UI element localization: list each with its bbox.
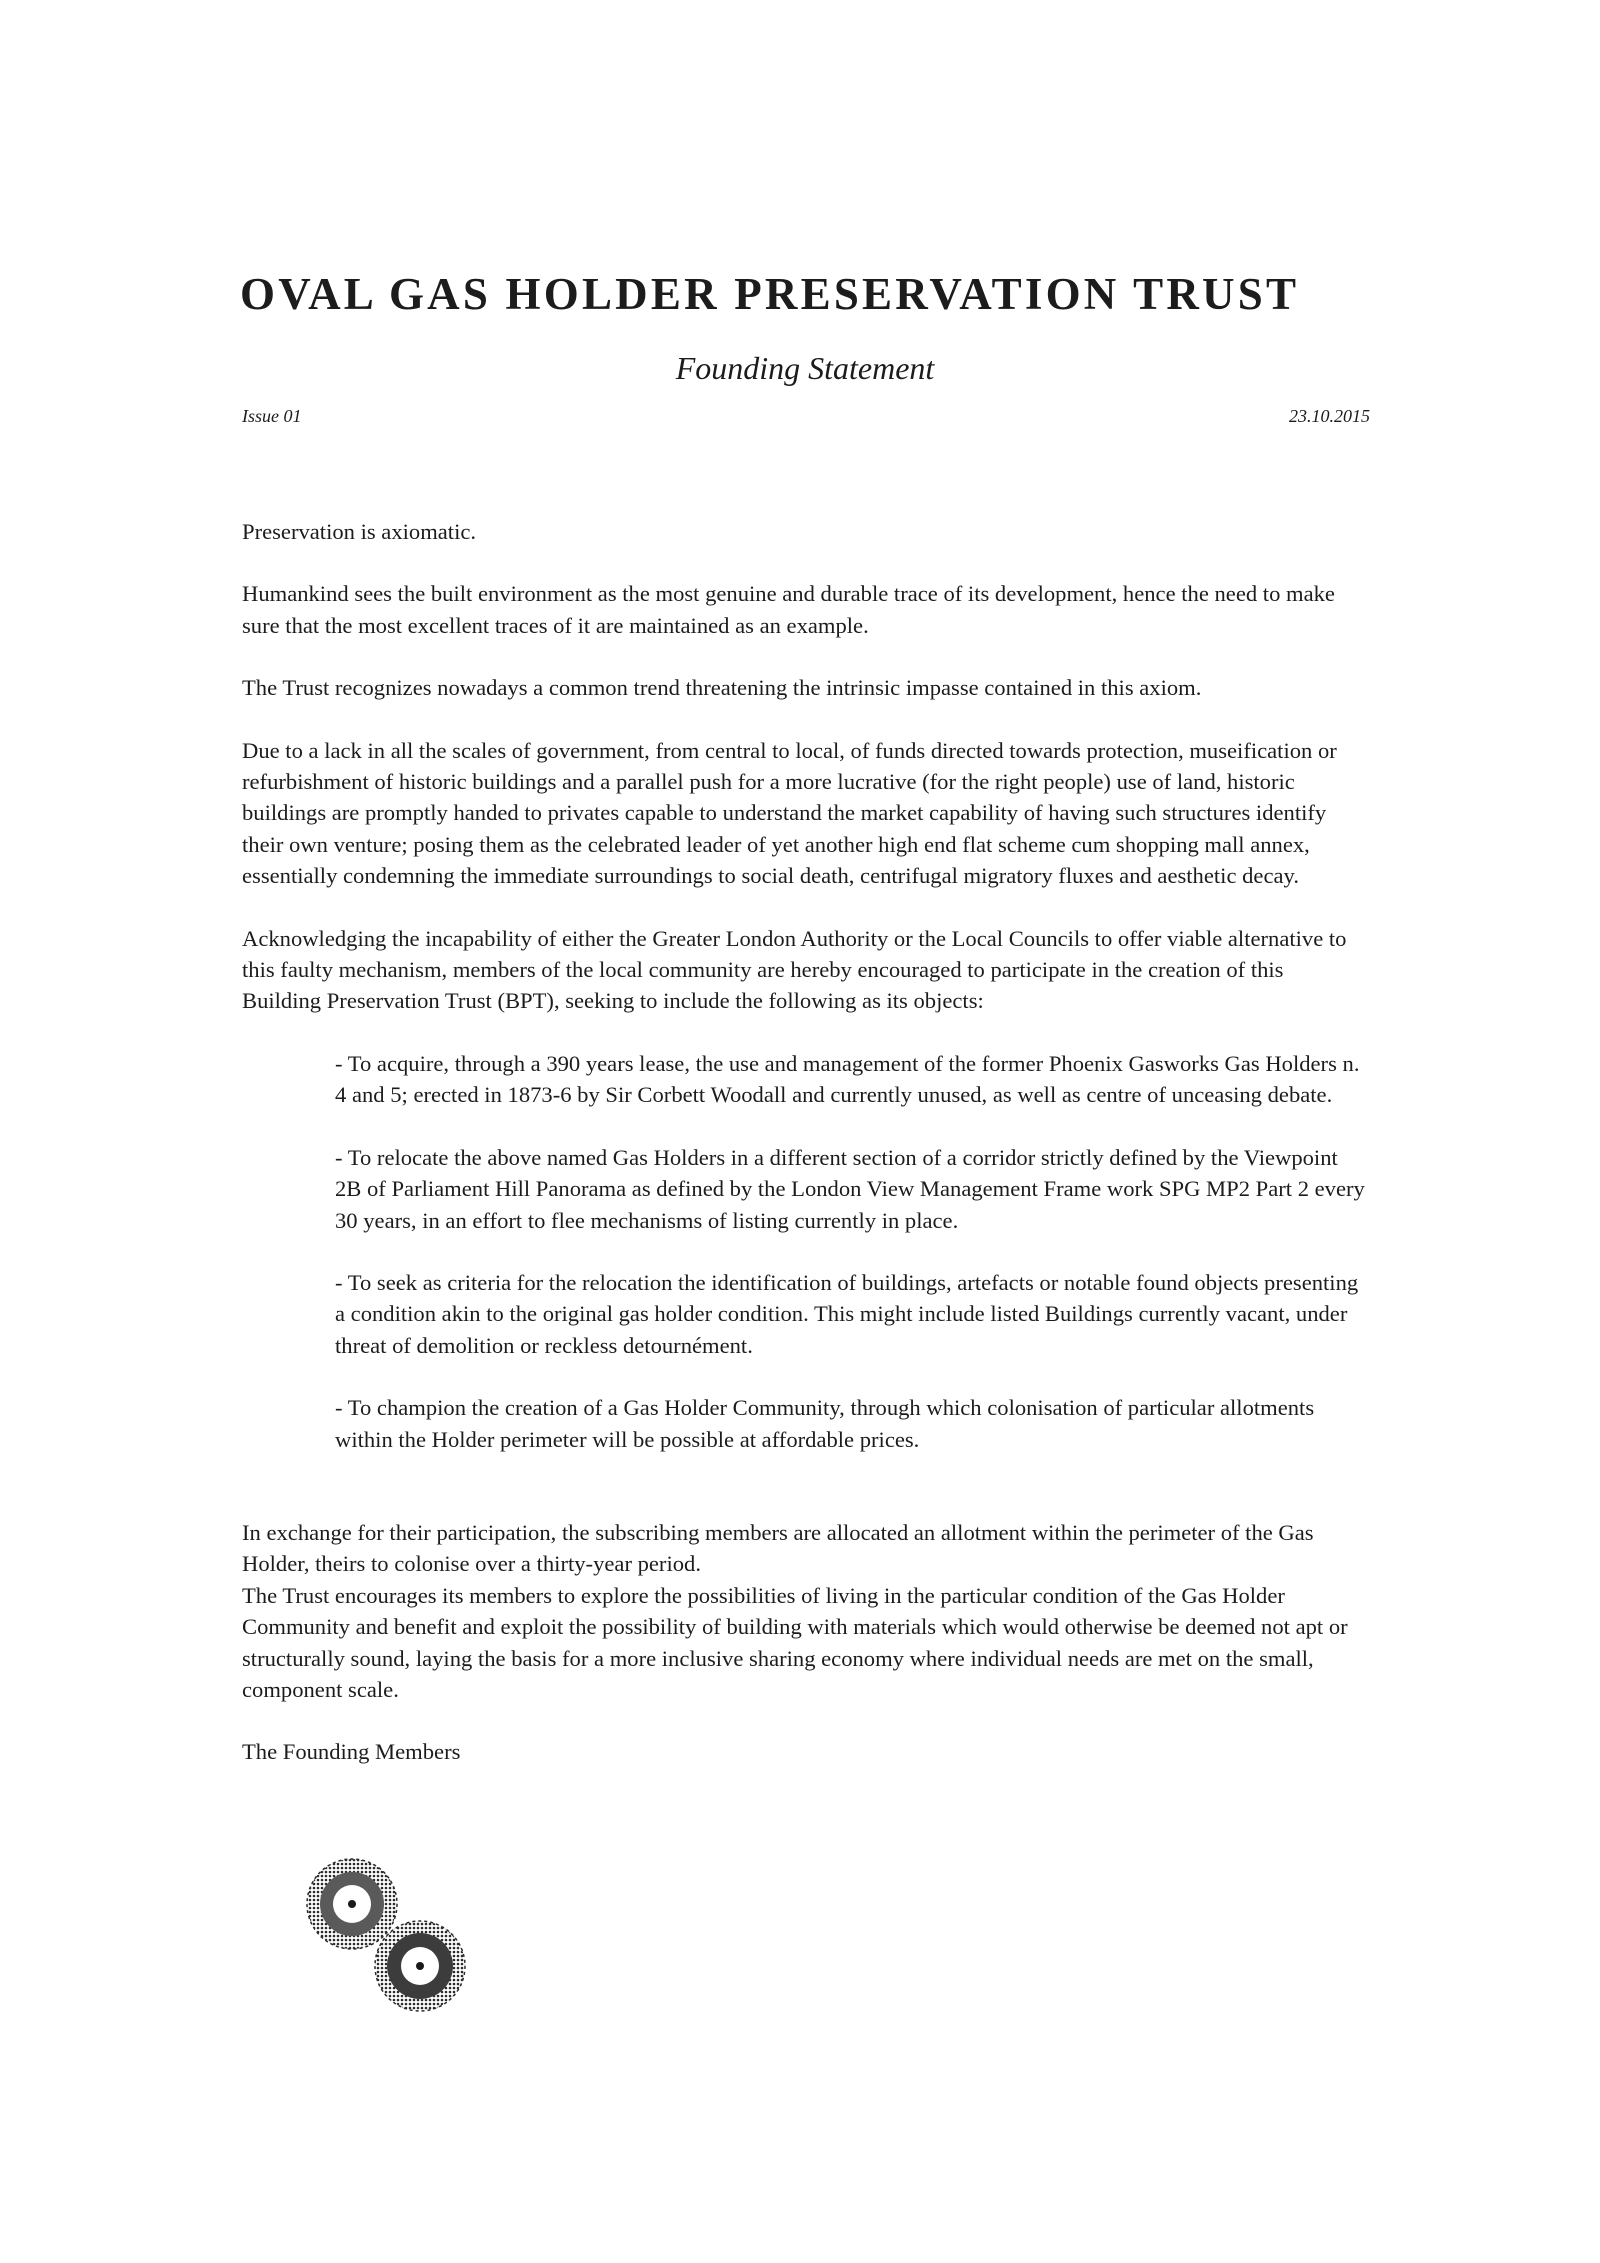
paragraph: Acknowledging the incapability of either the Greater London Authority or the Local Councils to offer viable alternative to this faulty mechanism, members of the local community are hereby encouraged to participate in the creation of this Building Preservation Trust (BPT), seeking to include the following as its objects: <box>242 925 1347 1014</box>
paragraph: The Trust recognizes nowadays a common trend threatening the intrinsic impasse contained in this axiom. <box>242 675 1202 701</box>
issue-number: Issue 01 <box>242 406 302 426</box>
object-item: - To relocate the above named Gas Holders in a different section of a corridor strictly defined by the Viewpoint 2B of Parliament Hill Panorama as defined by the London View Management Frame work SPG MP2 Part 2 every 30 years, in an effort to flee mechanisms of listing currently in place. <box>335 1144 1365 1233</box>
closing-paragraph: In exchange for their participation, the subscribing members are allocated an allotment within the perimeter of the Gas Holder, theirs to colonise over a thirty-year period. <box>242 1519 1314 1577</box>
document-subtitle: Founding Statement <box>675 350 935 386</box>
object-item: - To acquire, through a 390 years lease, the use and management of the former Phoenix Gasworks Gas Holders n. 4 and 5; erected in 1873-6 by Sir Corbett Woodall and currently unused, as well as centre of unceasing debate. <box>335 1050 1360 1108</box>
statement-body <box>242 516 1367 1768</box>
issue-date: 23.10.2015 <box>1289 406 1370 426</box>
paragraph: Humankind sees the built environment as the most genuine and durable trace of its development, hence the need to make sure that the most excellent traces of it are maintained as an example. <box>242 581 1335 638</box>
closing-paragraph: The Trust encourages its members to explore the possibilities of living in the particular condition of the Gas Holder Community and benefit and exploit the possibility of building with materials which would otherwise be deemed not apt or structurally sound, laying the basis for a more inclusive sharing economy where individual needs are met on the small, component scale. <box>242 1582 1348 1702</box>
object-item: - To seek as criteria for the relocation the identification of buildings, artefacts or notable found objects presenting a condition akin to the original gas holder condition. This might include listed Buildings currently vacant, under threat of demolition or reckless detournément. <box>335 1269 1359 1358</box>
object-item: - To champion the creation of a Gas Holder Community, through which colonisation of particular allotments within the Holder perimeter will be possible at affordable prices. <box>335 1395 1315 1452</box>
upper-holder-ring <box>307 1859 397 1949</box>
objects-list <box>335 1048 1367 1455</box>
paragraph: Due to a lack in all the scales of government, from central to local, of funds directed towards protection, museification or refurbishment of historic buildings and a parallel push for a more lucrative (for the right people) use of land, historic buildings are promptly handed to privates capable to understand the market capability of having such structures identify their own venture; posing them as the celebrated leader of yet another high end flat scheme cum shopping mall annex, essentially condemning the immediate surroundings to social death, centrifugal migratory fluxes and aesthetic decay. <box>242 737 1337 889</box>
paragraph: Preservation is axiomatic. <box>242 519 477 544</box>
double-gas-holder-seal-icon <box>296 1854 478 2016</box>
lower-holder-ring <box>375 1921 465 2011</box>
signature: The Founding Members <box>242 1739 461 1765</box>
document-title: OVAL GAS HOLDER PRESERVATION TRUST <box>240 269 1300 319</box>
